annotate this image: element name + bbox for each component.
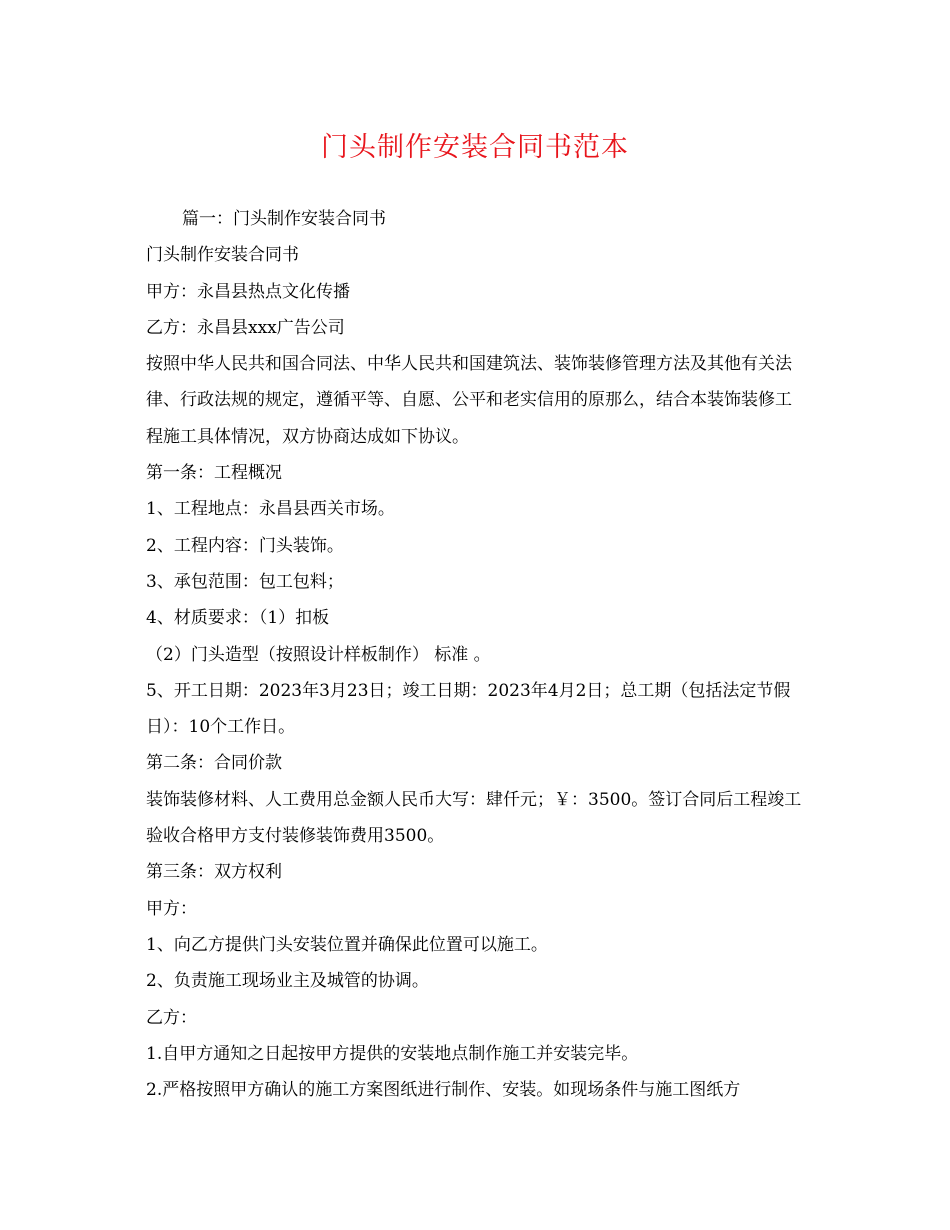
document-body: [146, 201, 806, 1108]
party-a-duty: 2、负责施工现场业主及城管的协调。: [146, 971, 429, 992]
party-b-duty: 2.严格按照甲方确认的施工方案图纸进行制作、安装。如现场条件与施工图纸方: [146, 1080, 741, 1101]
contract-name: 门头制作安装合同书: [146, 245, 299, 266]
article-1-item: 4、材质要求：（1）扣板: [146, 608, 330, 629]
article-1-heading: 第一条：工程概况: [146, 463, 282, 484]
party-b: 乙方：永昌县xxx广告公司: [146, 317, 345, 338]
article-2-heading: 第二条：合同价款: [146, 753, 282, 774]
preamble-paragraph: 按照中华人民共和国合同法、中华人民共和国建筑法、装饰装修管理方法及其他有关法律、行政法规的规定，遵循平等、自愿、公平和老实信用的原那么，结合本装饰装修工程施工具体情况，双方协商达成如下协议。: [146, 354, 792, 447]
article-3-heading: 第三条：双方权利: [146, 862, 282, 883]
article-1-subitem: （2）门头造型（按照设计样板制作） 标准 。: [146, 644, 491, 665]
article-1-item: 2、工程内容：门头装饰。: [146, 535, 344, 556]
article-2-paragraph: 装饰装修材料、人工费用总金额人民币大写：肆仟元；￥：3500。签订合同后工程竣工验收合格甲方支付装修装饰费用3500。: [146, 789, 802, 847]
document-title: 门头制作安装合同书范本: [321, 132, 629, 163]
article-1-item: 1、工程地点：永昌县西关市场。: [146, 499, 395, 520]
article-1-item: 5、开工日期：2023年3月23日；竣工日期：2023年4月2日；总工期（包括法定节假日）：10个工作日。: [146, 680, 791, 738]
party-b-label: 乙方：: [146, 1007, 197, 1028]
party-a: 甲方：永昌县热点文化传播: [146, 281, 350, 302]
article-1-item: 3、承包范围：包工包料；: [146, 571, 344, 592]
party-a-label: 甲方：: [146, 898, 197, 919]
section-heading: 篇一：门头制作安装合同书: [182, 209, 386, 229]
party-a-duty: 1、向乙方提供门头安装位置并确保此位置可以施工。: [146, 934, 548, 955]
party-b-duty: 1.自甲方通知之日起按甲方提供的安装地点制作施工并安装完毕。: [146, 1043, 639, 1064]
